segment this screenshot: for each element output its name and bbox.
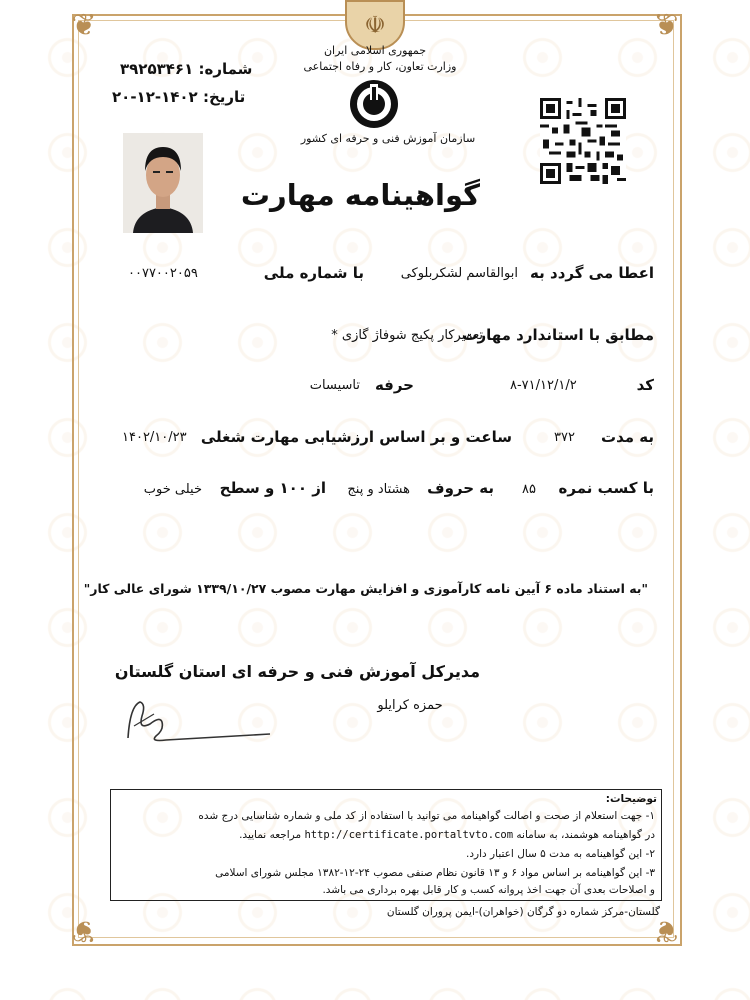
holder-photo [123, 133, 203, 233]
signature-image [120, 696, 280, 746]
date-value: ۱۴۰۲-۱۲-۲۰ [112, 88, 198, 106]
hours-assessment-text: ساعت و بر اساس ارزشیابی مهارت شغلی [200, 428, 512, 446]
corner-ornament-bottom-right: ❦ [653, 913, 679, 948]
out-of-level-label: از ۱۰۰ و سطح [219, 479, 326, 497]
signatory-name: حمزه کرایلو [377, 698, 443, 713]
national-emblem-icon: ☫ [345, 0, 405, 50]
national-id-label: با شماره ملی [263, 264, 364, 282]
notes-box [110, 789, 662, 901]
corner-ornament-top-right: ❦ [653, 8, 679, 43]
verification-url[interactable]: http://certificate.portaltvto.com [304, 829, 514, 841]
holder-name: ابوالقاسم لشکربلوکی [400, 266, 518, 281]
granted-label: اعطا می گردد به [530, 264, 654, 282]
exam-date: ۱۴۰۲/۱۰/۲۳ [122, 430, 187, 445]
serial-label: شماره: [198, 60, 253, 78]
serial-value: ۳۹۲۵۳۴۶۱ [120, 60, 194, 78]
organization-name: سازمان آموزش فنی و حرفه ای کشور [300, 132, 476, 145]
date-label: تاریخ: [202, 88, 246, 106]
score-label: با کسب نمره [558, 479, 654, 497]
tvto-logo-icon [346, 78, 402, 130]
note-line-1: ۱- جهت استعلام از صحت و اصالت گواهینامه می توانید با استفاده از کد ملی و شماره شناسایی درج شده [198, 810, 655, 822]
note-line-2 [239, 829, 655, 841]
level-value: خیلی خوب [143, 482, 202, 497]
signatory-title: مدیرکل آموزش فنی و حرفه ای استان گلستان [114, 662, 480, 681]
note-line-2a: در گواهینامه هوشمند، به سامانه [516, 829, 655, 841]
note-line-3: ۲- این گواهینامه به مدت ۵ سال اعتبار دارد. [466, 848, 655, 860]
note-line-2b: مراجعه نمایید. [239, 829, 302, 841]
country-name: جمهوری اسلامی ایران [323, 44, 427, 57]
notes-heading: توضیحات: [605, 793, 657, 805]
score-value: ۸۵ [522, 482, 536, 497]
in-words-label: به حروف [427, 479, 494, 497]
legal-basis-note: "به استناد ماده ۶ آیین نامه کارآموزی و افزایش مهارت مصوب ۱۳۳۹/۱۰/۲۷ شورای عالی کار" [83, 581, 648, 596]
issue-date [112, 88, 245, 106]
code-label: کد [636, 376, 654, 394]
issuing-center: گلستان-مرکز شماره دو گرگان (خواهران)-ایمن پروران گلستان [386, 906, 660, 918]
note-line-4: ۳- این گواهینامه بر اساس مواد ۶ و ۱۳ قانون نظام صنفی مصوب ۲۴-۱۲-۱۳۸۲ مجلس شورای اسلامی [215, 867, 655, 879]
standard-value: تعمیرکار پکیج شوفاژ گازی * [331, 328, 483, 343]
duration-value: ۳۷۲ [554, 430, 575, 445]
national-id-value: ۰۰۷۷۰۰۲۰۵۹ [128, 266, 198, 281]
profession-label: حرفه [374, 376, 414, 394]
qr-code [540, 98, 626, 184]
profession-value: تاسیسات [309, 378, 360, 393]
standard-label: مطابق با استاندارد مهارت [462, 326, 654, 344]
duration-label: به مدت [601, 428, 654, 446]
code-value: ۸-۷۱/۱۲/۱/۲ [510, 378, 577, 393]
in-words-value: هشتاد و پنج [347, 482, 410, 497]
corner-ornament-top-left: ❦ [71, 8, 97, 43]
ministry-name: وزارت تعاون، کار و رفاه اجتماعی [303, 60, 457, 73]
note-line-5: و اصلاحات بعدی آن جهت اخذ پروانه کسب و کار قابل بهره برداری می باشد. [322, 884, 655, 896]
corner-ornament-bottom-left: ❦ [71, 913, 97, 948]
certificate-title: گواهینامه مهارت [240, 178, 480, 212]
serial-number [120, 60, 252, 78]
